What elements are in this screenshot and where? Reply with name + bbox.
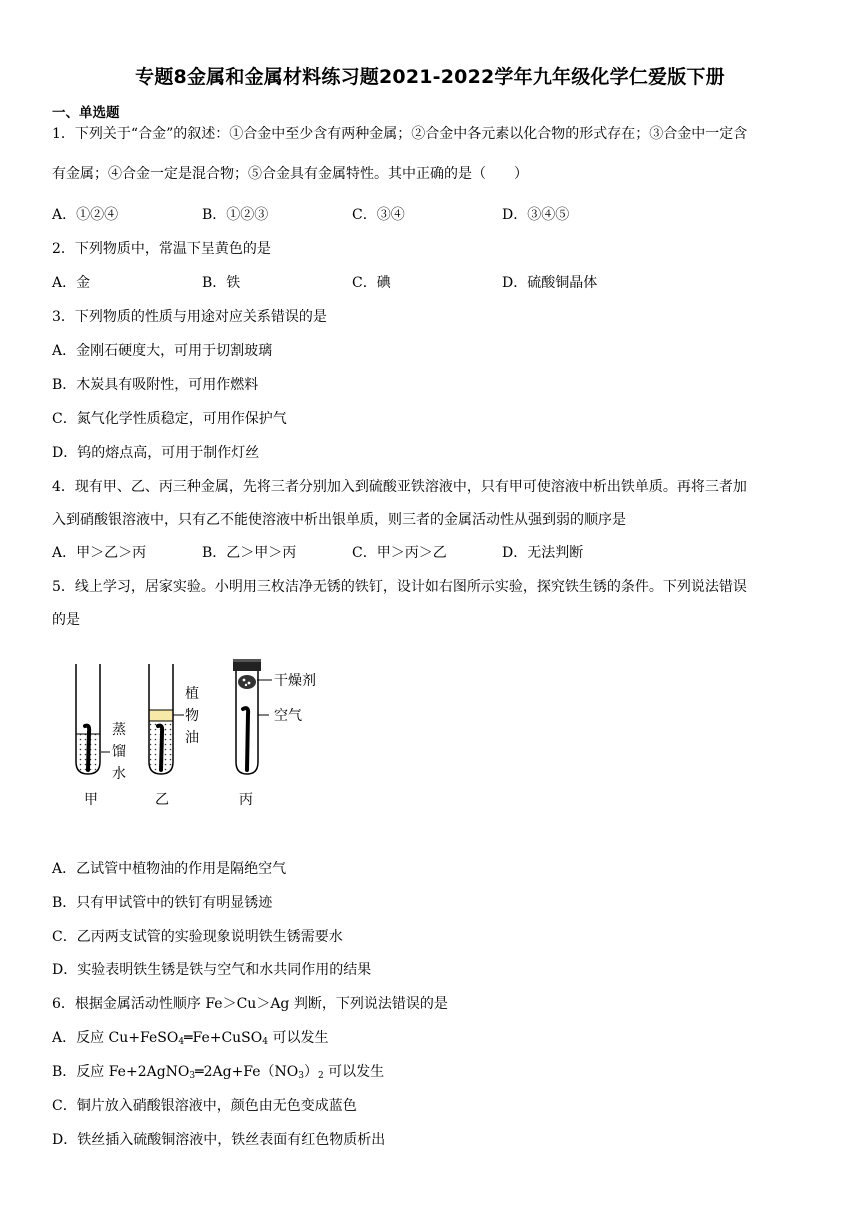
label-water-3: 水 [112, 766, 126, 782]
q6-option-b: B．反应 $Fe+2AgNO_3═2Ag+Fe(NO_3)_2$ 可以发生 [52, 1064, 385, 1081]
q6-stem: 6．根据金属活动性顺序 Fe＞Cu＞Ag 判断，下列说法错误的是 [52, 996, 448, 1012]
q5-option-d: D．实验表明铁生锈是铁与空气和水共同作用的结果 [52, 962, 372, 978]
tube-label-c: 丙 [239, 792, 253, 808]
rust-experiment-figure [58, 652, 348, 817]
q2-option-b: B．铁 [202, 275, 241, 291]
vegetable-oil-layer [150, 710, 172, 721]
q2-option-c: C．碘 [352, 275, 391, 291]
q3-option-c: C．氮气化学性质稳定，可用作保护气 [52, 411, 287, 427]
label-oil-1: 植 [185, 686, 199, 702]
q4-option-c: C．甲＞丙＞乙 [352, 545, 447, 561]
q4-option-b: B．乙＞甲＞丙 [202, 545, 297, 561]
q5-stem-line2: 的是 [52, 612, 80, 628]
q5-option-b: B．只有甲试管中的铁钉有明显锈迹 [52, 895, 273, 911]
page-title: 专题8金属和金属材料练习题2021-2022学年九年级化学仁爱版下册 [135, 66, 725, 88]
q2-option-a: A．金 [52, 275, 91, 291]
q2-stem: 2．下列物质中，常温下呈黄色的是 [52, 241, 271, 257]
q5-option-c: C．乙丙两支试管的实验现象说明铁生锈需要水 [52, 929, 343, 945]
q4-stem-line2: 入到硝酸银溶液中，只有乙不能使溶液中析出银单质，则三者的金属活动性从强到弱的顺序是 [52, 512, 626, 528]
label-water-2: 馏 [112, 744, 126, 760]
q6-option-d: D．铁丝插入硫酸铜溶液中，铁丝表面有红色物质析出 [52, 1132, 386, 1148]
tube-label-b: 乙 [155, 792, 169, 808]
q4-option-a: A．甲＞乙＞丙 [52, 545, 147, 561]
q1-stem-line1: 1．下列关于“合金”的叙述：①合金中至少含有两种金属；②合金中各元素以化合物的形式存在；③合金中一定含 [52, 126, 748, 142]
test-tube-a [76, 664, 100, 774]
q1-option-b: B．①②③ [202, 207, 269, 223]
section-heading: 一、单选题 [52, 105, 120, 121]
q5-stem-line1: 5．线上学习，居家实验。小明用三枚洁净无锈的铁钉，设计如右图所示实验，探究铁生锈的条件。下列说法错误 [52, 579, 747, 595]
label-oil-3: 油 [185, 730, 199, 746]
test-tube-c [233, 659, 261, 774]
q1-option-c: C．③④ [352, 207, 405, 223]
q6-option-c: C．铜片放入硝酸银溶液中，颜色由无色变成蓝色 [52, 1098, 357, 1114]
label-desiccant: 干燥剂 [274, 673, 316, 689]
q4-stem-line1: 4．现有甲、乙、丙三种金属，先将三者分别加入到硫酸亚铁溶液中，只有甲可使溶液中析出铁单质。再将三者加 [52, 479, 747, 495]
label-water-1: 蒸 [112, 722, 126, 738]
q3-stem: 3．下列物质的性质与用途对应关系错误的是 [52, 309, 327, 325]
q5-option-a: A．乙试管中植物油的作用是隔绝空气 [52, 861, 287, 877]
q4-option-d: D．无法判断 [502, 545, 584, 561]
q3-option-a: A．金刚石硬度大，可用于切割玻璃 [52, 343, 273, 359]
test-tube-b [149, 664, 173, 774]
q3-option-d: D．钨的熔点高，可用于制作灯丝 [52, 445, 260, 461]
q3-option-b: B．木炭具有吸附性，可用作燃料 [52, 377, 259, 393]
label-oil-2: 物 [185, 708, 199, 724]
iron-nail-c [243, 708, 248, 770]
q6-option-a: A．反应 Cu+FeSO$_4$═Fe+CuSO$_4$ 可以发生 [52, 1030, 329, 1047]
q1-option-a: A．①②④ [52, 207, 119, 223]
q1-stem-line2: 有金属；④合金一定是混合物；⑤合金具有金属特性。其中正确的是（ ） [52, 166, 528, 182]
tube-label-a: 甲 [84, 792, 98, 808]
q1-option-d: D．③④⑤ [502, 207, 570, 223]
desiccant [238, 675, 256, 689]
q2-option-d: D．硫酸铜晶体 [502, 275, 598, 291]
label-air: 空气 [274, 708, 302, 724]
